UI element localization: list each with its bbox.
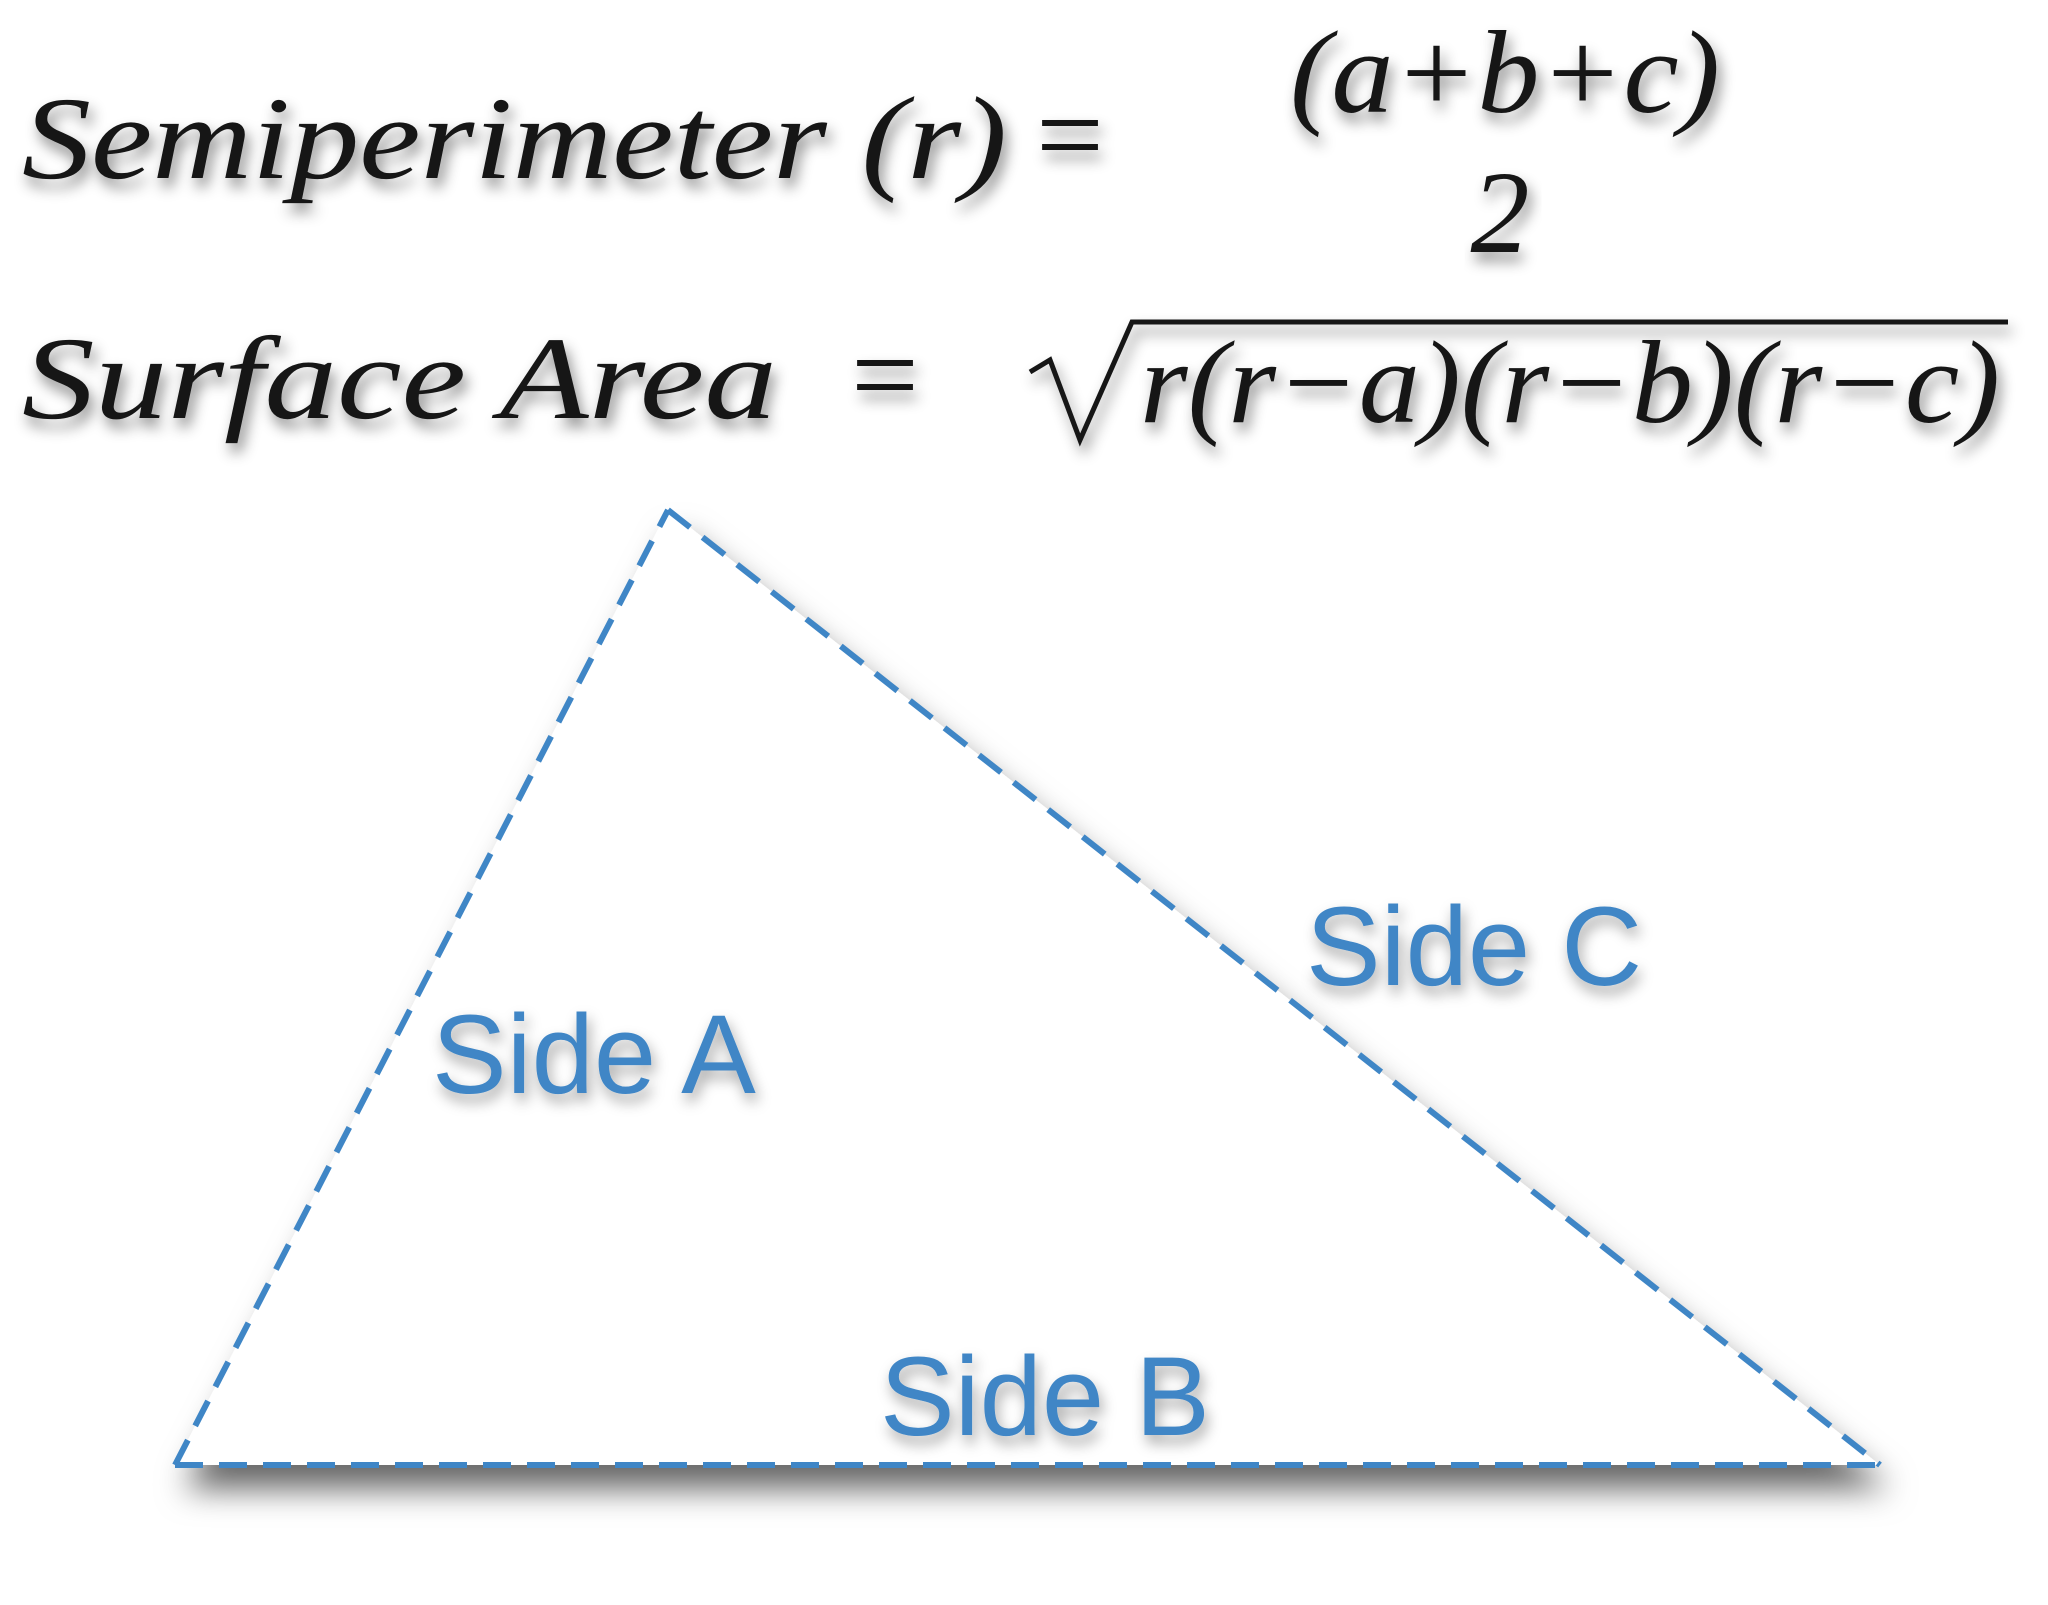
- surface-area-formula: [22, 308, 2008, 448]
- semiperimeter-lhs: Semiperimeter (r): [22, 73, 1007, 204]
- semiperimeter-formula: [22, 7, 1765, 278]
- surface-area-radicand: r(r−a)(r−b)(r−c): [1140, 317, 2000, 448]
- semiperimeter-equals: =: [1036, 68, 1104, 201]
- side-b-label: Side B: [880, 1334, 1210, 1459]
- surface-area-lhs: Surface Area: [22, 313, 777, 444]
- surface-area-equals: =: [851, 308, 919, 441]
- side-c-label: Side C: [1306, 884, 1643, 1009]
- semiperimeter-denominator: 2: [1470, 147, 1530, 278]
- triangle: [175, 510, 1880, 1465]
- semiperimeter-numerator: (a+b+c): [1290, 7, 1720, 138]
- side-a-label: Side A: [432, 992, 756, 1117]
